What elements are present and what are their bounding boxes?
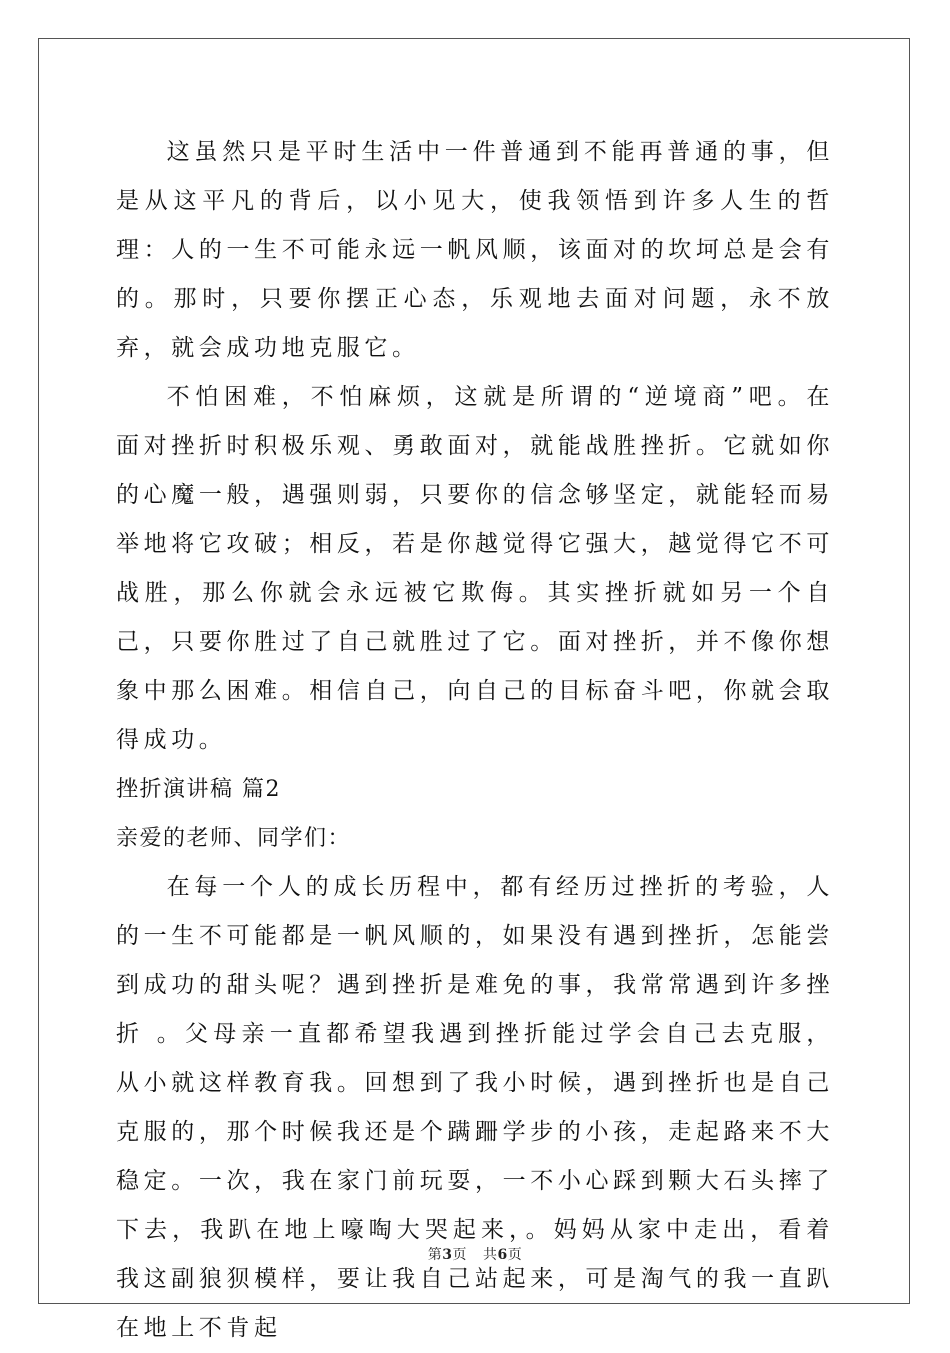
- paragraph-2: 不怕困难，不怕麻烦，这就是所谓的“逆境商”吧。在面对挫折时积极乐观、勇敢面对，就能战胜挫折。它就如你的心魔一般，遇强则弱，只要你的信念够坚定，就能轻而易举地将它攻破；相反，若是你越觉得它强大，越觉得它不可战胜，那么你就会永远被它欺侮。其实挫折就如另一个自己，只要你胜过了自己就胜过了它。面对挫折，并不像你想象中那么困难。相信自己，向自己的目标奋斗吧，你就会取得成功。: [116, 384, 834, 753]
- total-prefix: 共: [483, 1247, 498, 1263]
- section-heading: 挫折演讲稿 篇2: [116, 777, 281, 802]
- document-body: [116, 128, 834, 1353]
- paragraph-3: 在每一个人的成长历程中，都有经历过挫折的考验，人的一生不可能都是一帆风顺的，如果没有遇到挫折，怎能尝到成功的甜头呢？遇到挫折是难免的事，我常常遇到许多挫折 。父母亲一直都希望我遇到挫折能过学会自己去克服，从小就这样教育我。回想到了我小时候，遇到挫折也是自己克服的，那个时候我还是个蹒跚学步的小孩，走起路来不大稳定。一次，我在家门前玩耍，一不小心踩到颗大石头摔了下去，我趴在地上嚎啕大哭起来，。妈妈从家中走出，看着我这副狼狈模样，要让我自己站起来，可是淘气的我一直趴在地上不肯起: [116, 874, 834, 1341]
- page-prefix: 第: [427, 1247, 443, 1263]
- current-page-number: 3: [442, 1247, 453, 1263]
- total-page-count: 6: [497, 1247, 508, 1263]
- total-unit: 页: [507, 1247, 523, 1263]
- salutation: 亲爱的老师、同学们：: [116, 826, 352, 851]
- page-unit: 页: [452, 1247, 467, 1263]
- paragraph-1: 这虽然只是平时生活中一件普通到不能再普通的事，但是从这平凡的背后，以小见大，使我领悟到许多人生的哲理：人的一生不可能永远一帆风顺，该面对的坎坷总是会有的。那时，只要你摆正心态，乐观地去面对问题，永不放弃，就会成功地克服它。: [116, 139, 834, 361]
- page-footer: [0, 1244, 950, 1264]
